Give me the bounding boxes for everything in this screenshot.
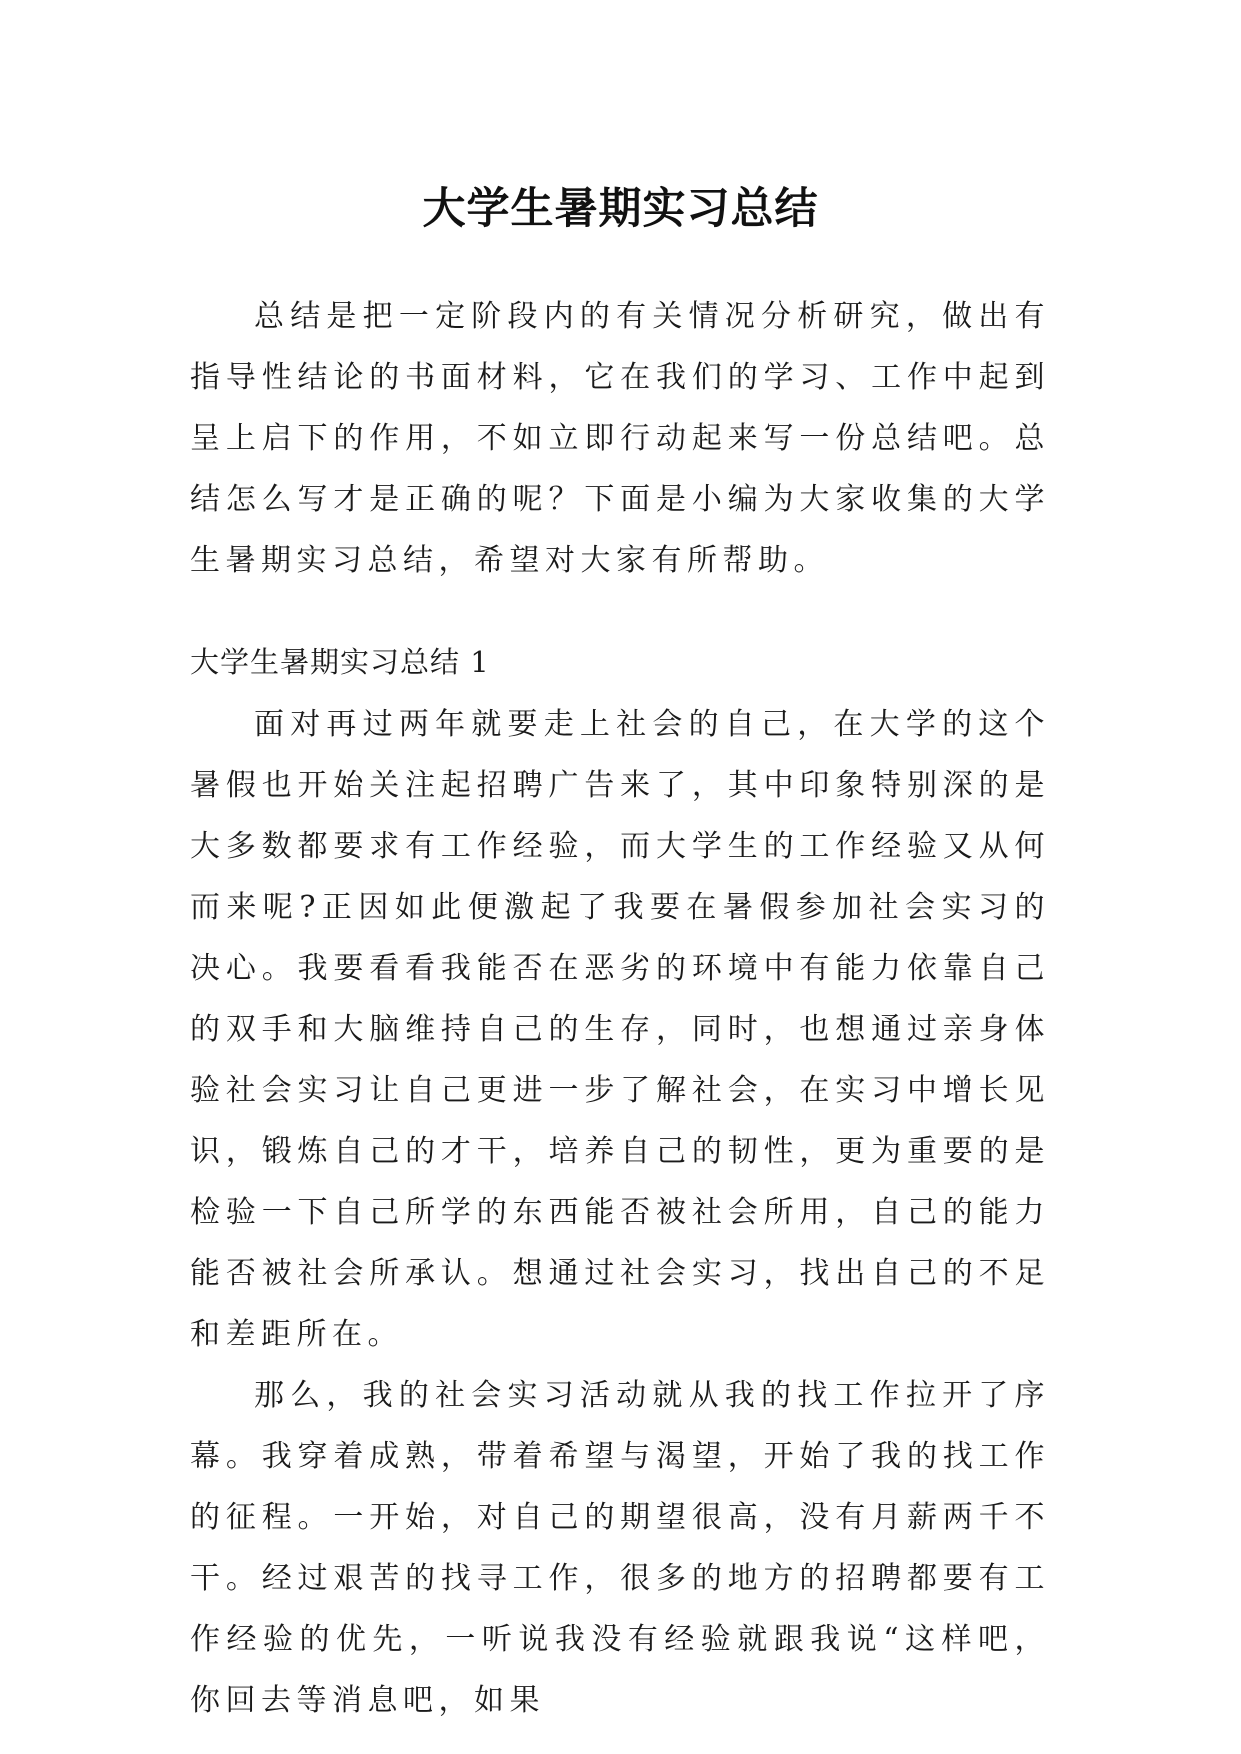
intro-section xyxy=(190,286,1050,591)
section-heading: 大学生暑期实习总结 1 xyxy=(190,645,490,679)
section-body xyxy=(190,694,1050,1731)
body-paragraph: 那么，我的社会实习活动就从我的找工作拉开了序幕。我穿着成熟，带着希望与渴望，开始了我的找工作的征程。一开始，对自己的期望很高，没有月薪两千不干。经过艰苦的找寻工作，很多的地方的招聘都要有工作经验的优先，一听说我没有经验就跟我说“这样吧，你回去等消息吧，如果 xyxy=(190,1378,1050,1718)
document-title: 大学生暑期实习总结 xyxy=(422,183,819,234)
body-paragraph: 面对再过两年就要走上社会的自己，在大学的这个暑假也开始关注起招聘广告来了，其中印象特别深的是大多数都要求有工作经验，而大学生的工作经验又从何而来呢?正因如此便激起了我要在暑假参加社会实习的决心。我要看看我能否在恶劣的环境中有能力依靠自己的双手和大脑维持自己的生存，同时，也想通过亲身体验社会实习让自己更进一步了解社会，在实习中增长见识，锻炼自己的才干，培养自己的韧性，更为重要的是检验一下自己所学的东西能否被社会所用，自己的能力能否被社会所承认。想通过社会实习，找出自己的不足和差距所在。 xyxy=(190,707,1050,1352)
intro-paragraph: 总结是把一定阶段内的有关情况分析研究，做出有指导性结论的书面材料，它在我们的学习、工作中起到呈上启下的作用，不如立即行动起来写一份总结吧。总结怎么写才是正确的呢？下面是小编为大家收集的大学生暑期实习总结，希望对大家有所帮助。 xyxy=(190,299,1050,578)
